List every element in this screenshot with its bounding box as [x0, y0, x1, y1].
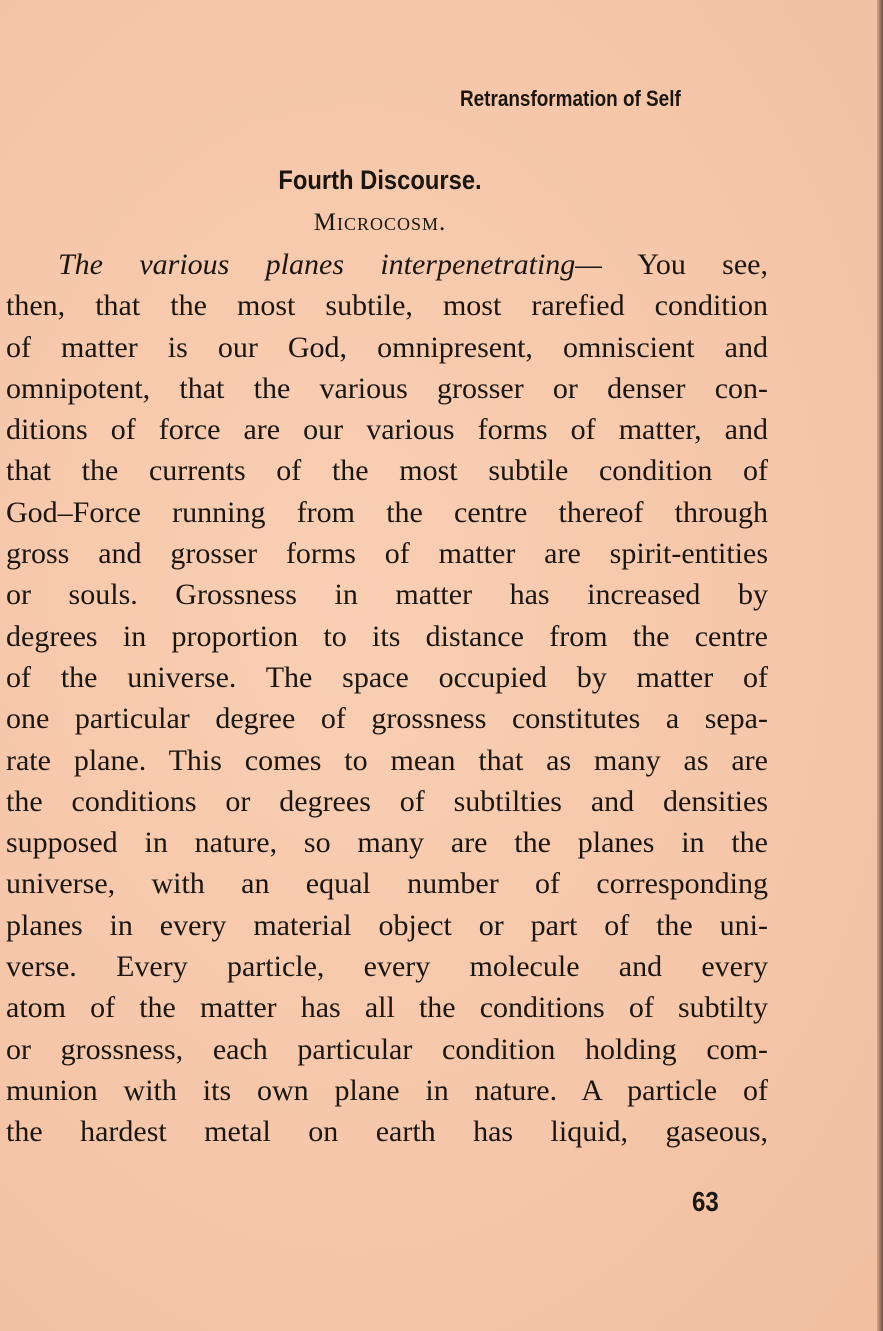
- text-line: atom of the matter has all the conditions of subtilty: [6, 991, 768, 1025]
- text-line: universe, with an equal number of corresponding: [6, 867, 768, 901]
- text-line: or souls. Grossness in matter has increased by: [6, 578, 768, 612]
- text-line: degrees in proportion to its distance from the centre: [6, 619, 768, 653]
- body-text: [6, 244, 768, 1153]
- chapter-title: Fourth Discourse.: [278, 165, 482, 195]
- text-line: munion with its own plane in nature. A particle of: [6, 1073, 768, 1107]
- text-line: rate plane. This comes to mean that as many as are: [6, 743, 768, 777]
- text-line: gross and grosser forms of matter are spirit-entities: [6, 537, 768, 571]
- page-edge-shadow: [877, 0, 883, 1331]
- text-line: one particular degree of grossness constitutes a sepa-: [6, 702, 768, 736]
- chapter-subtitle: Microcosm.: [313, 209, 447, 236]
- text-line: that the currents of the most subtile condition of: [6, 454, 768, 488]
- text-line: then, that the most subtile, most rarefied condition: [6, 289, 768, 323]
- text-line: of the universe. The space occupied by matter of: [6, 660, 768, 694]
- text-line: omnipotent, that the various grosser or denser con-: [6, 371, 768, 405]
- text-line: verse. Every particle, every molecule and every: [6, 950, 768, 984]
- text-line: [6, 244, 768, 285]
- intro-italic-phrase: The various planes interpenetrating—: [58, 248, 602, 281]
- text-line: planes in every material object or part of the uni-: [6, 908, 768, 942]
- text-line: ditions of force are our various forms of matter, and: [6, 413, 768, 447]
- text-line: or grossness, each particular condition holding com-: [6, 1032, 768, 1066]
- text-line: of matter is our God, omnipresent, omniscient and: [6, 330, 768, 364]
- text-line: God–Force running from the centre thereof through: [6, 495, 768, 529]
- text-line: the hardest metal on earth has liquid, gaseous,: [6, 1115, 768, 1149]
- text-line: the conditions or degrees of subtilties and densities: [6, 784, 768, 818]
- page-number: 63: [692, 1186, 719, 1217]
- first-line-rest: You see,: [637, 248, 768, 281]
- text-line: supposed in nature, so many are the planes in the: [6, 826, 768, 860]
- running-head: Retransformation of Self: [460, 86, 681, 111]
